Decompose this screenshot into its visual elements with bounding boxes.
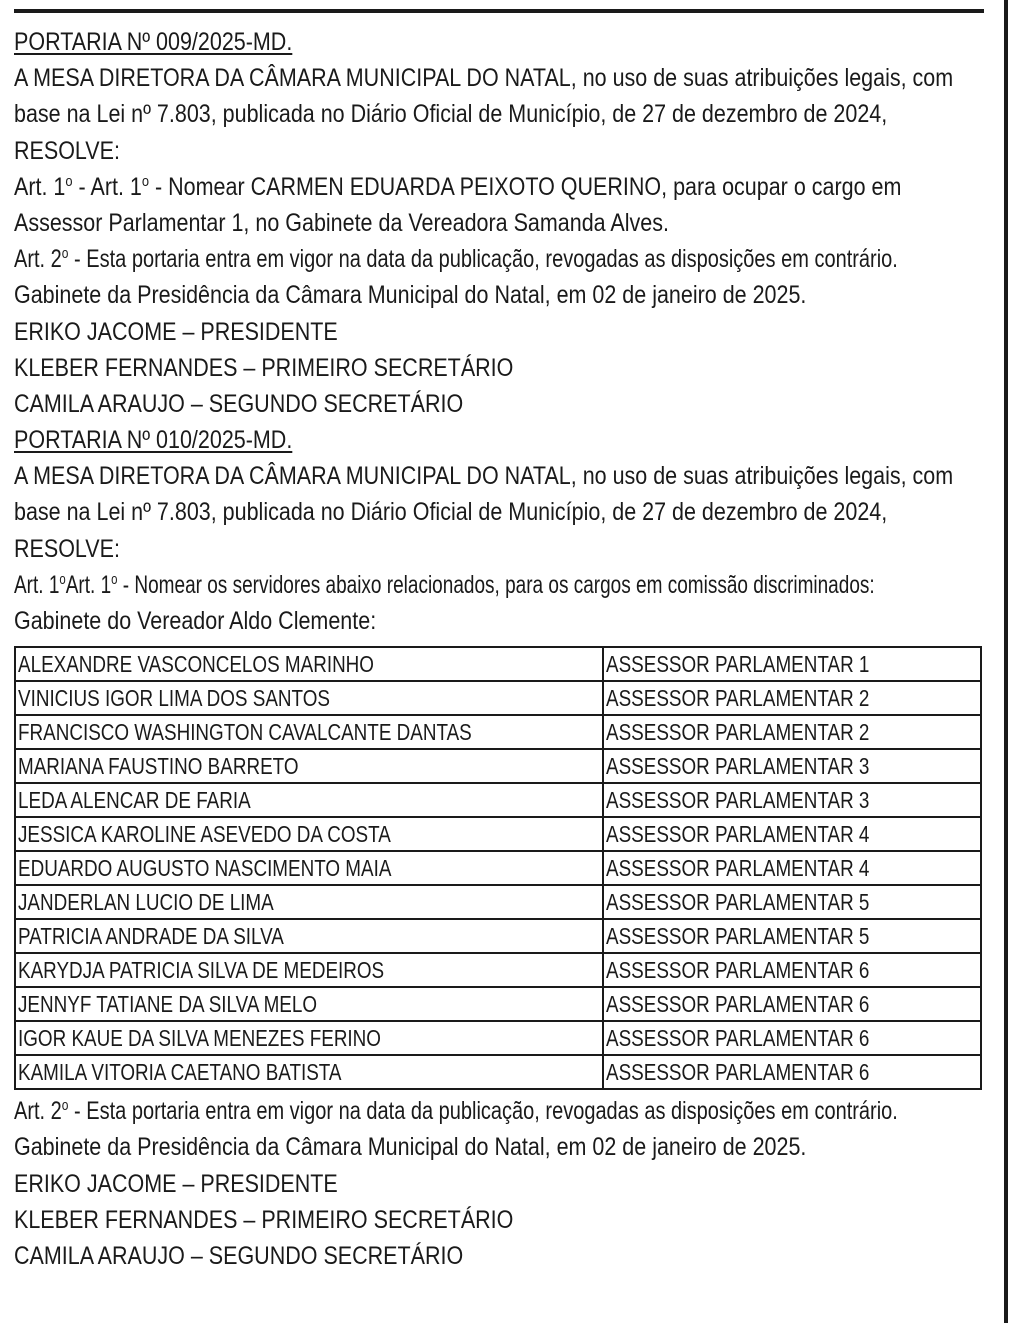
staff-cargo: ASSESSOR PARLAMENTAR 5 [606,888,870,915]
portaria-1-signature-president: ERIKO JACOME – PRESIDENTE [14,317,338,346]
staff-cargo: ASSESSOR PARLAMENTAR 6 [606,1058,870,1085]
staff-name: KARYDJA PATRICIA SILVA DE MEDEIROS [18,956,385,983]
table-row [15,1055,981,1089]
portaria-1-art1-line-2: Assessor Parlamentar 1, no Gabinete da Vereadora Samanda Alves. [14,208,669,237]
staff-cargo: ASSESSOR PARLAMENTAR 2 [606,718,870,745]
table-row [15,647,981,681]
staff-name: JANDERLAN LUCIO DE LIMA [18,888,274,915]
staff-cargo: ASSESSOR PARLAMENTAR 3 [606,752,870,779]
art-text: - Esta portaria entra em vigor na data da publicação, revogadas as disposições em contrário. [68,245,898,274]
table-row [15,817,981,851]
degree-sign: o [61,1097,69,1115]
table-row [15,749,981,783]
staff-cargo: ASSESSOR PARLAMENTAR 6 [606,1024,870,1051]
staff-cargo-cell [603,1021,981,1055]
staff-name-cell [15,817,603,851]
staff-cargo-cell [603,919,981,953]
staff-name: KAMILA VITORIA CAETANO BATISTA [18,1058,342,1085]
portaria-2-signature-president: ERIKO JACOME – PRESIDENTE [14,1169,338,1198]
staff-cargo-cell [603,851,981,885]
staff-cargo-cell [603,987,981,1021]
portaria-2-title: PORTARIA Nº 010/2025-MD. [14,426,293,455]
staff-name-cell [15,783,603,817]
staff-cargo: ASSESSOR PARLAMENTAR 4 [606,820,870,847]
table-row [15,783,981,817]
staff-name: ALEXANDRE VASCONCELOS MARINHO [18,650,374,677]
staff-cargo: ASSESSOR PARLAMENTAR 6 [606,956,870,983]
portaria-1-art2 [14,241,984,277]
portaria-2-signature-first-secretary: KLEBER FERNANDES – PRIMEIRO SECRETÁRIO [14,1205,514,1234]
top-rule [14,9,984,13]
staff-name-cell [15,681,603,715]
staff-name: EDUARDO AUGUSTO NASCIMENTO MAIA [18,854,392,881]
table-row [15,885,981,919]
staff-name-cell [15,885,603,919]
staff-name-cell [15,1055,603,1089]
staff-cargo: ASSESSOR PARLAMENTAR 5 [606,922,870,949]
portaria-2-intro-line-1: A MESA DIRETORA DA CÂMARA MUNICIPAL DO NATAL, no uso de suas atribuições legais, com [14,462,954,491]
staff-cargo-cell [603,885,981,919]
document-body [14,24,984,1274]
degree-sign: o [141,172,150,190]
staff-name: FRANCISCO WASHINGTON CAVALCANTE DANTAS [18,718,472,745]
page-edge [1004,0,1008,1323]
staff-cargo: ASSESSOR PARLAMENTAR 1 [606,650,870,677]
degree-sign: o [65,172,73,190]
staff-cargo: ASSESSOR PARLAMENTAR 6 [606,990,870,1017]
staff-name: PATRICIA ANDRADE DA SILVA [18,922,284,949]
degree-sign: o [59,570,66,588]
art-text: - Esta portaria entra em vigor na data da publicação, revogadas as disposições em contrário. [68,1097,898,1126]
staff-name: LEDA ALENCAR DE FARIA [18,786,251,813]
staff-table [14,646,982,1090]
art-text: - Nomear CARMEN EDUARDA PEIXOTO QUERINO, para ocupar o cargo em [149,172,902,201]
art-label: Art. 1 [65,570,112,599]
portaria-1-signature-second-secretary: CAMILA ARAUJO – SEGUNDO SECRETÁRIO [14,389,464,418]
staff-name: JESSICA KAROLINE ASEVEDO DA COSTA [18,820,391,847]
staff-cargo-cell [603,681,981,715]
table-row [15,953,981,987]
staff-name-cell [15,919,603,953]
staff-name-cell [15,1021,603,1055]
table-row [15,851,981,885]
staff-cargo-cell [603,1055,981,1089]
degree-sign: o [61,245,69,263]
staff-name: MARIANA FAUSTINO BARRETO [18,752,299,779]
portaria-2-intro-line-2: base na Lei nº 7.803, publicada no Diário Oficial de Município, de 27 de dezembro de 2024, [14,498,888,527]
staff-cargo: ASSESSOR PARLAMENTAR 3 [606,786,870,813]
staff-name-cell [15,987,603,1021]
portaria-2-signature-second-secretary: CAMILA ARAUJO – SEGUNDO SECRETÁRIO [14,1241,464,1270]
portaria-1-intro-line-1: A MESA DIRETORA DA CÂMARA MUNICIPAL DO NATAL, no uso de suas atribuições legais, com [14,64,954,93]
portaria-1-resolve: RESOLVE: [14,136,120,165]
portaria-2-closing: Gabinete da Presidência da Câmara Municipal do Natal, em 02 de janeiro de 2025. [14,1133,807,1162]
table-row [15,715,981,749]
staff-cargo: ASSESSOR PARLAMENTAR 2 [606,684,870,711]
staff-cargo: ASSESSOR PARLAMENTAR 4 [606,854,870,881]
art-label: Art. 1 [14,570,60,599]
art-label: Art. 2 [14,245,62,274]
staff-name-cell [15,715,603,749]
staff-cargo-cell [603,647,981,681]
portaria-1-closing: Gabinete da Presidência da Câmara Municipal do Natal, em 02 de janeiro de 2025. [14,281,807,310]
portaria-1-intro-line-2: base na Lei nº 7.803, publicada no Diário Oficial de Município, de 27 de dezembro de 2024, [14,100,888,129]
table-row [15,681,981,715]
art-label: Art. 2 [14,1097,62,1126]
art-label: Art. 1 [14,172,66,201]
staff-cargo-cell [603,817,981,851]
portaria-2-gabinete: Gabinete do Vereador Aldo Clemente: [14,607,377,635]
staff-name-cell [15,953,603,987]
portaria-2-resolve: RESOLVE: [14,534,120,563]
staff-cargo-cell [603,715,981,749]
portaria-1-signature-first-secretary: KLEBER FERNANDES – PRIMEIRO SECRETÁRIO [14,353,514,382]
art-label: - Art. 1 [72,172,142,201]
staff-name-cell [15,749,603,783]
table-row [15,1021,981,1055]
staff-name: JENNYF TATIANE DA SILVA MELO [18,990,318,1017]
staff-cargo-cell [603,749,981,783]
portaria-2-art1 [14,567,980,603]
staff-cargo-cell [603,953,981,987]
art-text: - Nomear os servidores abaixo relacionados, para os cargos em comissão discriminados: [117,570,875,599]
portaria-2-art2 [14,1093,984,1129]
table-row [15,987,981,1021]
degree-sign: o [111,570,118,588]
staff-name: VINICIUS IGOR LIMA DOS SANTOS [18,684,330,711]
staff-name: IGOR KAUE DA SILVA MENEZES FERINO [18,1024,381,1051]
staff-name-cell [15,647,603,681]
portaria-1-art1-line-1 [14,169,982,205]
portaria-1-title: PORTARIA Nº 009/2025-MD. [14,28,293,56]
staff-cargo-cell [603,783,981,817]
table-row [15,919,981,953]
staff-name-cell [15,851,603,885]
